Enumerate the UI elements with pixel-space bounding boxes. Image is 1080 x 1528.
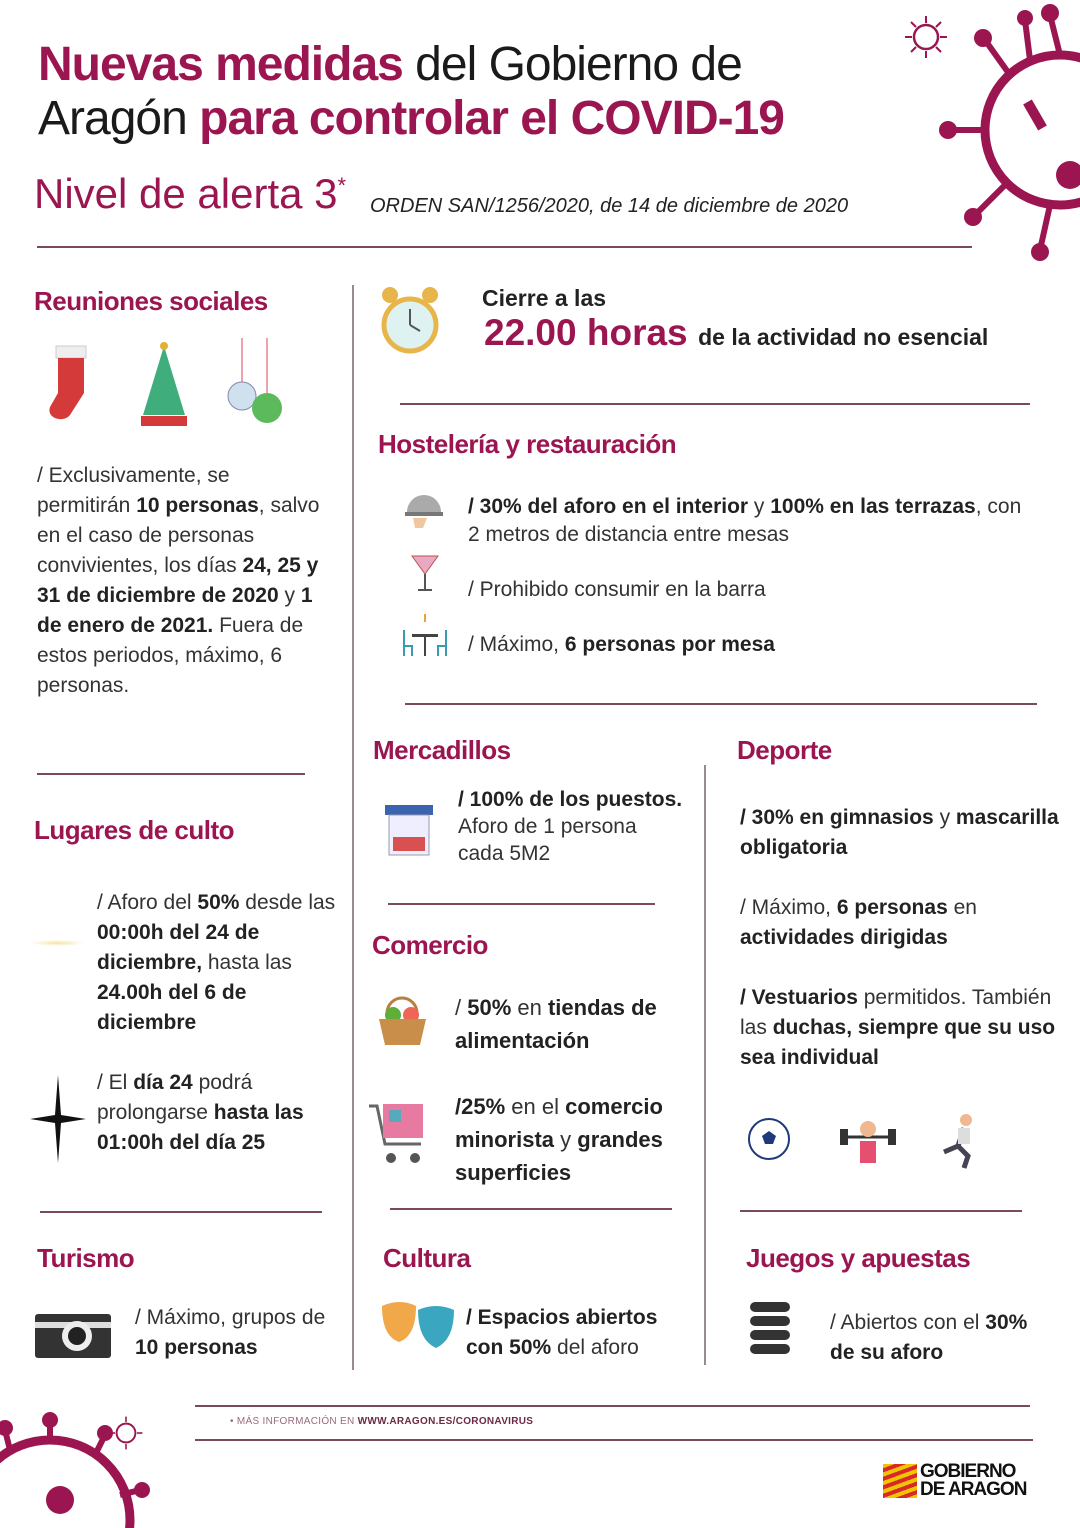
deporte-item-3: [740, 983, 1070, 1073]
hosteleria-item-1: [468, 493, 1038, 549]
asterisk: *: [337, 173, 347, 198]
virus-illustration-top: [930, 0, 1080, 270]
aragon-flag-icon: [883, 1464, 917, 1498]
text: /: [455, 995, 468, 1020]
poker-chips-icon: [746, 1300, 794, 1358]
section-title-comercio: Comercio: [372, 930, 488, 960]
divider: [390, 1208, 672, 1210]
christmas-tree-icon: [135, 340, 193, 428]
bold-text: día 24: [133, 1071, 193, 1094]
bold-text: / 100% de los puestos.: [458, 788, 683, 811]
text: y: [933, 806, 956, 829]
bold-text: 10 personas: [136, 494, 259, 517]
text: desde las: [239, 891, 336, 914]
bold-text: 24.00h del 6 de diciembre: [97, 981, 247, 1034]
logo-line-1: GOBIERNO: [920, 1461, 1016, 1482]
cultura-text: [466, 1303, 696, 1363]
text: y: [554, 1127, 578, 1152]
bold-text: /25%: [455, 1094, 506, 1119]
text: / Abiertos con el: [830, 1311, 986, 1334]
section-title-juegos: Juegos y apuestas: [746, 1243, 971, 1273]
order-reference: ORDEN SAN/1256/2020, de 14 de diciembre de 2020: [370, 195, 849, 217]
text: en: [947, 896, 977, 919]
bold-text: / Vestuarios: [740, 986, 858, 1009]
bold-text: 100% en las terrazas: [770, 495, 976, 518]
text: permitidos. También las: [740, 986, 1052, 1039]
cocktail-icon: [410, 552, 440, 594]
bold-text: 50%: [197, 891, 240, 914]
page-title: [38, 38, 784, 146]
text: / El: [97, 1071, 134, 1094]
text: hasta las: [202, 951, 292, 974]
table-chairs-icon: [400, 612, 450, 658]
deporte-item-1: [740, 803, 1060, 863]
alarm-clock-icon: [378, 283, 442, 359]
cierre-rest: de la actividad no esencial: [698, 324, 989, 350]
cierre-line2: [484, 312, 988, 354]
divider: [405, 703, 1037, 705]
star-icon: [30, 1075, 86, 1163]
camera-icon: [35, 1308, 111, 1358]
ornaments-icon: [222, 338, 287, 428]
text: en: [511, 995, 548, 1020]
juegos-text: [830, 1308, 1030, 1368]
divider: [740, 1210, 1022, 1212]
section-title-culto: Lugares de culto: [34, 815, 235, 845]
divider: [37, 773, 305, 775]
text: , con 2 metros de distancia entre mesas: [468, 495, 1022, 546]
bold-text: actividades dirigidas: [740, 926, 948, 949]
column-divider: [704, 765, 706, 1365]
bold-text: 10 personas: [135, 1336, 258, 1359]
bold-text: mascarilla obligatoria: [740, 806, 1059, 859]
theater-masks-icon: [380, 1300, 456, 1352]
divider: [37, 246, 972, 248]
section-title-mercadillos: Mercadillos: [373, 735, 511, 765]
section-title-cultura: Cultura: [383, 1243, 471, 1273]
reuniones-text: [37, 461, 322, 701]
logo-line-2: DE ARAGON: [920, 1479, 1027, 1500]
grocery-basket-icon: [375, 993, 430, 1047]
text: Aragón: [38, 92, 200, 145]
footer-url-link[interactable]: WWW.ARAGON.ES/CORONAVIRUS: [357, 1416, 534, 1427]
bold-text: 1 de enero de 2021.: [37, 584, 313, 637]
gobierno-aragon-logo: [883, 1463, 1026, 1499]
mercadillos-text: [458, 786, 683, 867]
virus-icon-small-top: [903, 14, 949, 60]
bold-text: Nuevas medidas: [38, 38, 403, 91]
text: y: [748, 495, 771, 518]
culto-text-1: [97, 888, 347, 1038]
divider: [40, 1211, 322, 1213]
virus-icon-small-bottom: [108, 1415, 144, 1451]
divider: [400, 403, 1030, 405]
alert-level-text: Nivel de alerta 3: [34, 170, 338, 217]
footer-divider: [195, 1439, 1033, 1441]
turismo-text: [135, 1303, 335, 1363]
text: , salvo en el caso de personas convivientes, los días: [37, 494, 320, 577]
deporte-item-2: [740, 893, 1060, 953]
section-title-reuniones: Reuniones sociales: [34, 286, 268, 316]
bold-text: comercio minorista: [455, 1094, 663, 1152]
bold-text: / 30% del aforo en el interior: [468, 495, 749, 518]
footer-divider: [195, 1405, 1030, 1407]
bold-text: grandes superficies: [455, 1127, 663, 1185]
bold-text: / 30% en gimnasios: [740, 806, 934, 829]
bold-text: hasta las 01:00h del día 25: [97, 1101, 304, 1154]
bold-text: 50%: [467, 995, 512, 1020]
comercio-item-2: [455, 1090, 695, 1189]
runner-icon: [940, 1112, 980, 1170]
closing-hour: 22.00 horas: [484, 312, 688, 353]
bold-text: duchas, siempre que su uso sea individual: [740, 1016, 1056, 1069]
text: / Máximo,: [468, 633, 565, 656]
hosteleria-item-2: [468, 575, 766, 605]
soccer-ball-icon: [747, 1117, 791, 1161]
culto-text-2: [97, 1068, 337, 1158]
bold-text: 6 personas por mesa: [564, 633, 775, 656]
text: / Prohibido consumir en la barra: [468, 578, 766, 601]
food-cloche-icon: [403, 490, 445, 530]
text: Fuera de estos periodos, máximo, 6 personas.: [37, 614, 304, 697]
cierre-line1: Cierre a las: [482, 285, 607, 311]
bold-text: / Espacios abiertos con 50%: [466, 1306, 658, 1359]
text: del aforo: [551, 1336, 639, 1359]
divider: [388, 903, 655, 905]
bold-text: para controlar el COVID-19: [199, 92, 784, 145]
hosteleria-item-3: [468, 630, 775, 660]
shopping-cart-icon: [367, 1100, 431, 1166]
text: / Aforo del: [97, 891, 198, 914]
section-title-deporte: Deporte: [737, 735, 832, 765]
footer-info-label: MÁS INFORMACIÓN EN: [236, 1416, 358, 1427]
text: del Gobierno de: [402, 38, 742, 91]
market-stall-icon: [383, 803, 435, 857]
glow-icon: [30, 940, 85, 946]
text: en el: [505, 1094, 566, 1119]
bold-text: 30% de su aforo: [830, 1311, 1028, 1364]
bold-text: 6 personas: [836, 896, 948, 919]
text: / Máximo,: [740, 896, 837, 919]
bold-text: tiendas de alimentación: [455, 995, 657, 1053]
column-divider: [352, 285, 354, 1370]
title-line-2: [38, 92, 784, 146]
stocking-icon: [42, 340, 98, 425]
alert-level: [34, 170, 346, 218]
section-title-hosteleria: Hostelería y restauración: [378, 429, 677, 459]
weightlifter-icon: [838, 1115, 898, 1167]
text: / Máximo, grupos de: [135, 1306, 326, 1329]
text: / Exclusivamente, se permitirán: [37, 464, 230, 517]
text: podrá prolongarse: [97, 1071, 253, 1124]
bold-text: 24, 25 y 31 de diciembre de 2020: [37, 554, 319, 607]
section-title-turismo: Turismo: [37, 1243, 135, 1273]
footer-info: • MÁS INFORMACIÓN EN WWW.ARAGON.ES/CORONAVIRUS: [230, 1416, 534, 1427]
text: y: [278, 584, 301, 607]
text: Aforo de 1 persona cada 5M2: [458, 815, 637, 865]
title-line-1: [38, 38, 784, 92]
comercio-item-1: [455, 991, 690, 1057]
bold-text: 00:00h del 24 de diciembre,: [97, 921, 260, 974]
